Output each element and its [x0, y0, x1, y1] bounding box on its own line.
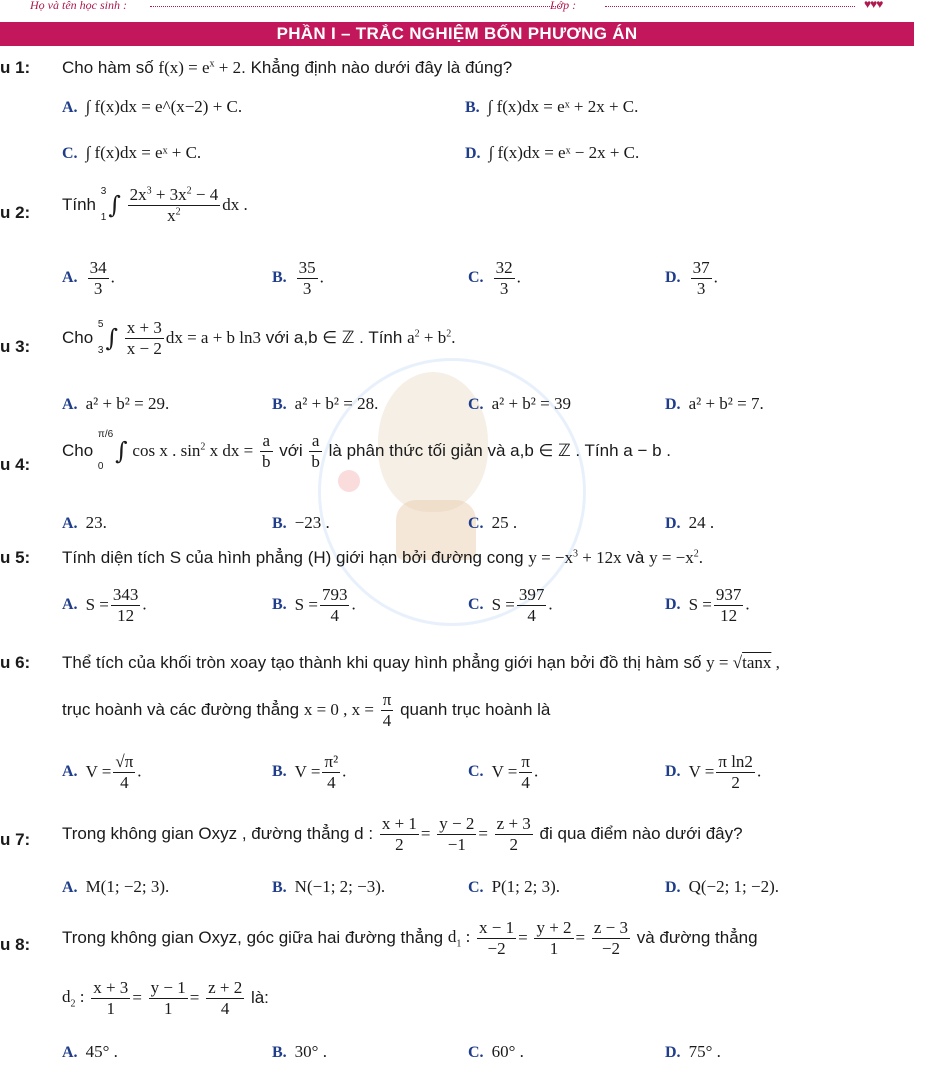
q6-option-d[interactable]: D. V = $\frac{\text{π ln2}}{2}$ .: [665, 752, 762, 792]
q6-option-b[interactable]: B. V = $\frac{\text{π²}}{4}$ .: [272, 752, 347, 792]
question-3-text: Cho 5 3 ∫ $\frac{x + 3}{x - 2}$ dx = a + b ln3 với a,b ∈ ℤ . Tính $a^2 + b^2$.: [62, 318, 456, 358]
watermark-dot-icon: [338, 470, 360, 492]
question-5-label: u 5:: [0, 548, 31, 567]
student-name-label: Họ và tên học sinh :: [30, 0, 127, 12]
q7-option-d[interactable]: D. Q(−2; 1; −2).: [665, 877, 780, 896]
q2-option-c[interactable]: C. $\frac{32}{3}$ .: [468, 258, 521, 298]
question-8-label: u 8:: [0, 935, 31, 954]
q6-option-a[interactable]: A. V = $\frac{√\pi}{4}$ .: [62, 752, 142, 792]
class-label: Lớp :: [550, 0, 577, 12]
q3-option-c[interactable]: C. a² + b² = 39: [468, 394, 571, 413]
q4-option-d[interactable]: D. 24 .: [665, 513, 715, 532]
question-8-text-line1: Trong không gian Oxyz, góc giữa hai đường thẳng $d_1$ : $\frac{x - 1}{-2}$ = $\frac{y + 2}{1}$ = $\frac{z - 3}{-2}$ và đường thẳng: [62, 918, 758, 958]
question-1-label: u 1:: [0, 58, 31, 77]
q8-option-d[interactable]: D. 75° .: [665, 1042, 721, 1061]
heart-icons: ♥♥♥: [864, 0, 883, 11]
question-6-text-line1: Thể tích của khối tròn xoay tạo thành khi quay hình phẳng giới hạn bởi đồ thị hàm số y = √tanx ,: [62, 653, 780, 672]
q2-option-b[interactable]: B. $\frac{35}{3}$ .: [272, 258, 324, 298]
q2-option-a[interactable]: A. $\frac{34}{3}$ .: [62, 258, 115, 298]
question-4-text: Cho π/6 0 ∫ cos x . $\sin^2 x$ dx = $\frac{a}{b}$ với $\frac{a}{b}$ là phân thức tối giản và a,b ∈ ℤ . Tính a − b .: [62, 429, 672, 472]
q2-option-d[interactable]: D. $\frac{37}{3}$ .: [665, 258, 718, 298]
q8-option-c[interactable]: C. 60° .: [468, 1042, 524, 1061]
q6-option-c[interactable]: C. V = $\frac{\pi}{4}$ .: [468, 752, 539, 792]
class-blank: [605, 6, 855, 7]
question-5-text: Tính diện tích S của hình phẳng (H) giới hạn bởi đường cong $y = -x^3 + 12x$ và $y = -x^2$.: [62, 548, 703, 567]
q1-option-b[interactable]: B. ∫ f(x)dx = eˣ + 2x + C.: [465, 97, 639, 116]
question-1-text: Cho hàm số $f(x) = e^x + 2$. Khẳng định nào dưới đây là đúng?: [62, 58, 513, 77]
q7-option-b[interactable]: B. N(−1; 2; −3).: [272, 877, 386, 896]
q4-option-b[interactable]: B. −23 .: [272, 513, 330, 532]
question-4-label: u 4:: [0, 455, 31, 474]
q8-option-a[interactable]: A. 45° .: [62, 1042, 118, 1061]
q5-option-d[interactable]: D. S = $\frac{937}{12}$ .: [665, 585, 750, 625]
student-info-line: [0, 0, 930, 14]
q7-option-c[interactable]: C. P(1; 2; 3).: [468, 877, 561, 896]
question-7-label: u 7:: [0, 830, 31, 849]
q1-option-d[interactable]: D. ∫ f(x)dx = eˣ − 2x + C.: [465, 143, 640, 162]
question-7-text: Trong không gian Oxyz , đường thẳng d : $\frac{x + 1}{2}$ = $\frac{y - 2}{-1}$ = $\frac{z + 3}{2}$ đi qua điểm nào dưới đây?: [62, 814, 743, 854]
q3-option-b[interactable]: B. a² + b² = 28.: [272, 394, 379, 413]
q5-option-c[interactable]: C. S = $\frac{397}{4}$ .: [468, 585, 553, 625]
q8-option-b[interactable]: B. 30° .: [272, 1042, 327, 1061]
student-name-blank: [150, 6, 560, 7]
q4-option-c[interactable]: C. 25 .: [468, 513, 518, 532]
question-6-label: u 6:: [0, 653, 31, 672]
question-8-text-line2: $d_2$ : $\frac{x + 3}{1}$ = $\frac{y - 1}{1}$ = $\frac{z + 2}{4}$ là:: [62, 978, 269, 1018]
question-2-text: Tính 3 1 ∫ $\frac{2x^3 + 3x^2 - 4}{x^2}$ dx .: [62, 185, 248, 225]
q5-option-a[interactable]: A. S = $\frac{343}{12}$ .: [62, 585, 147, 625]
question-2-label: u 2:: [0, 203, 31, 222]
q5-option-b[interactable]: B. S = $\frac{793}{4}$ .: [272, 585, 356, 625]
q3-option-d[interactable]: D. a² + b² = 7.: [665, 394, 764, 413]
q7-option-a[interactable]: A. M(1; −2; 3).: [62, 877, 170, 896]
question-6-text-line2: trục hoành và các đường thẳng x = 0 , x = $\frac{\pi}{4}$ quanh trục hoành là: [62, 690, 551, 730]
q3-option-a[interactable]: A. a² + b² = 29.: [62, 394, 170, 413]
q1-option-c[interactable]: C. ∫ f(x)dx = eˣ + C.: [62, 143, 202, 162]
question-3-label: u 3:: [0, 337, 31, 356]
section-title: PHẦN I – TRẮC NGHIỆM BỐN PHƯƠNG ÁN: [0, 22, 914, 46]
q4-option-a[interactable]: A. 23.: [62, 513, 107, 532]
q1-option-a[interactable]: A. ∫ f(x)dx = e^(x−2) + C.: [62, 97, 243, 116]
